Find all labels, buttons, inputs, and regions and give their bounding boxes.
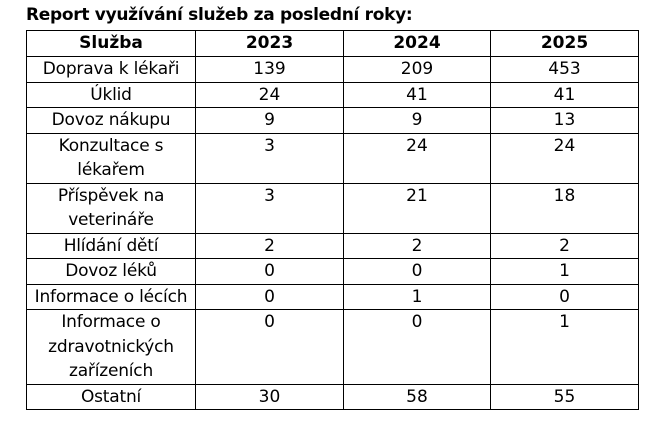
table-row: [27, 384, 639, 410]
report-title: Report využívání služeb za poslední roky:: [26, 5, 413, 25]
value-2023: 30: [196, 384, 344, 410]
value-2025: 55: [491, 384, 639, 410]
table-row: [27, 233, 639, 259]
value-2025: 1: [491, 259, 639, 285]
service-name: Úklid: [27, 82, 196, 108]
value-2023: 24: [196, 82, 344, 108]
table-row: [27, 284, 639, 310]
value-2025: 2: [491, 233, 639, 259]
value-2024: 1: [344, 284, 491, 310]
value-2023: 0: [196, 284, 344, 310]
value-2025: 0: [491, 284, 639, 310]
value-2025: 1: [491, 310, 639, 385]
value-2024: 2: [344, 233, 491, 259]
value-2024: 9: [344, 108, 491, 134]
value-2023: 0: [196, 259, 344, 285]
service-name: Hlídání dětí: [27, 233, 196, 259]
table-row: [27, 133, 639, 183]
value-2023: 3: [196, 133, 344, 183]
value-2023: 3: [196, 183, 344, 233]
table-row: [27, 57, 639, 83]
value-2025: 41: [491, 82, 639, 108]
service-name: Příspěvek na veterináře: [27, 183, 196, 233]
header-year-2023: 2023: [196, 31, 344, 57]
value-2024: 0: [344, 310, 491, 385]
value-2025: 453: [491, 57, 639, 83]
value-2023: 139: [196, 57, 344, 83]
value-2023: 2: [196, 233, 344, 259]
service-name: Informace o lécích: [27, 284, 196, 310]
value-2025: 18: [491, 183, 639, 233]
value-2024: 209: [344, 57, 491, 83]
value-2024: 24: [344, 133, 491, 183]
value-2023: 0: [196, 310, 344, 385]
header-year-2024: 2024: [344, 31, 491, 57]
table-row: [27, 108, 639, 134]
table-row: [27, 183, 639, 233]
service-name: Informace o zdravotnických zařízeních: [27, 310, 196, 385]
table-row: [27, 82, 639, 108]
service-name: Konzultace s lékařem: [27, 133, 196, 183]
value-2025: 13: [491, 108, 639, 134]
header-service: Služba: [27, 31, 196, 57]
service-name: Ostatní: [27, 384, 196, 410]
service-name: Dovoz nákupu: [27, 108, 196, 134]
table-row: [27, 259, 639, 285]
table-row: [27, 310, 639, 385]
table-header-row: [27, 31, 639, 57]
value-2025: 24: [491, 133, 639, 183]
value-2024: 58: [344, 384, 491, 410]
value-2024: 21: [344, 183, 491, 233]
value-2024: 0: [344, 259, 491, 285]
value-2024: 41: [344, 82, 491, 108]
service-name: Doprava k lékaři: [27, 57, 196, 83]
service-usage-table: [26, 30, 639, 410]
service-name: Dovoz léků: [27, 259, 196, 285]
value-2023: 9: [196, 108, 344, 134]
header-year-2025: 2025: [491, 31, 639, 57]
